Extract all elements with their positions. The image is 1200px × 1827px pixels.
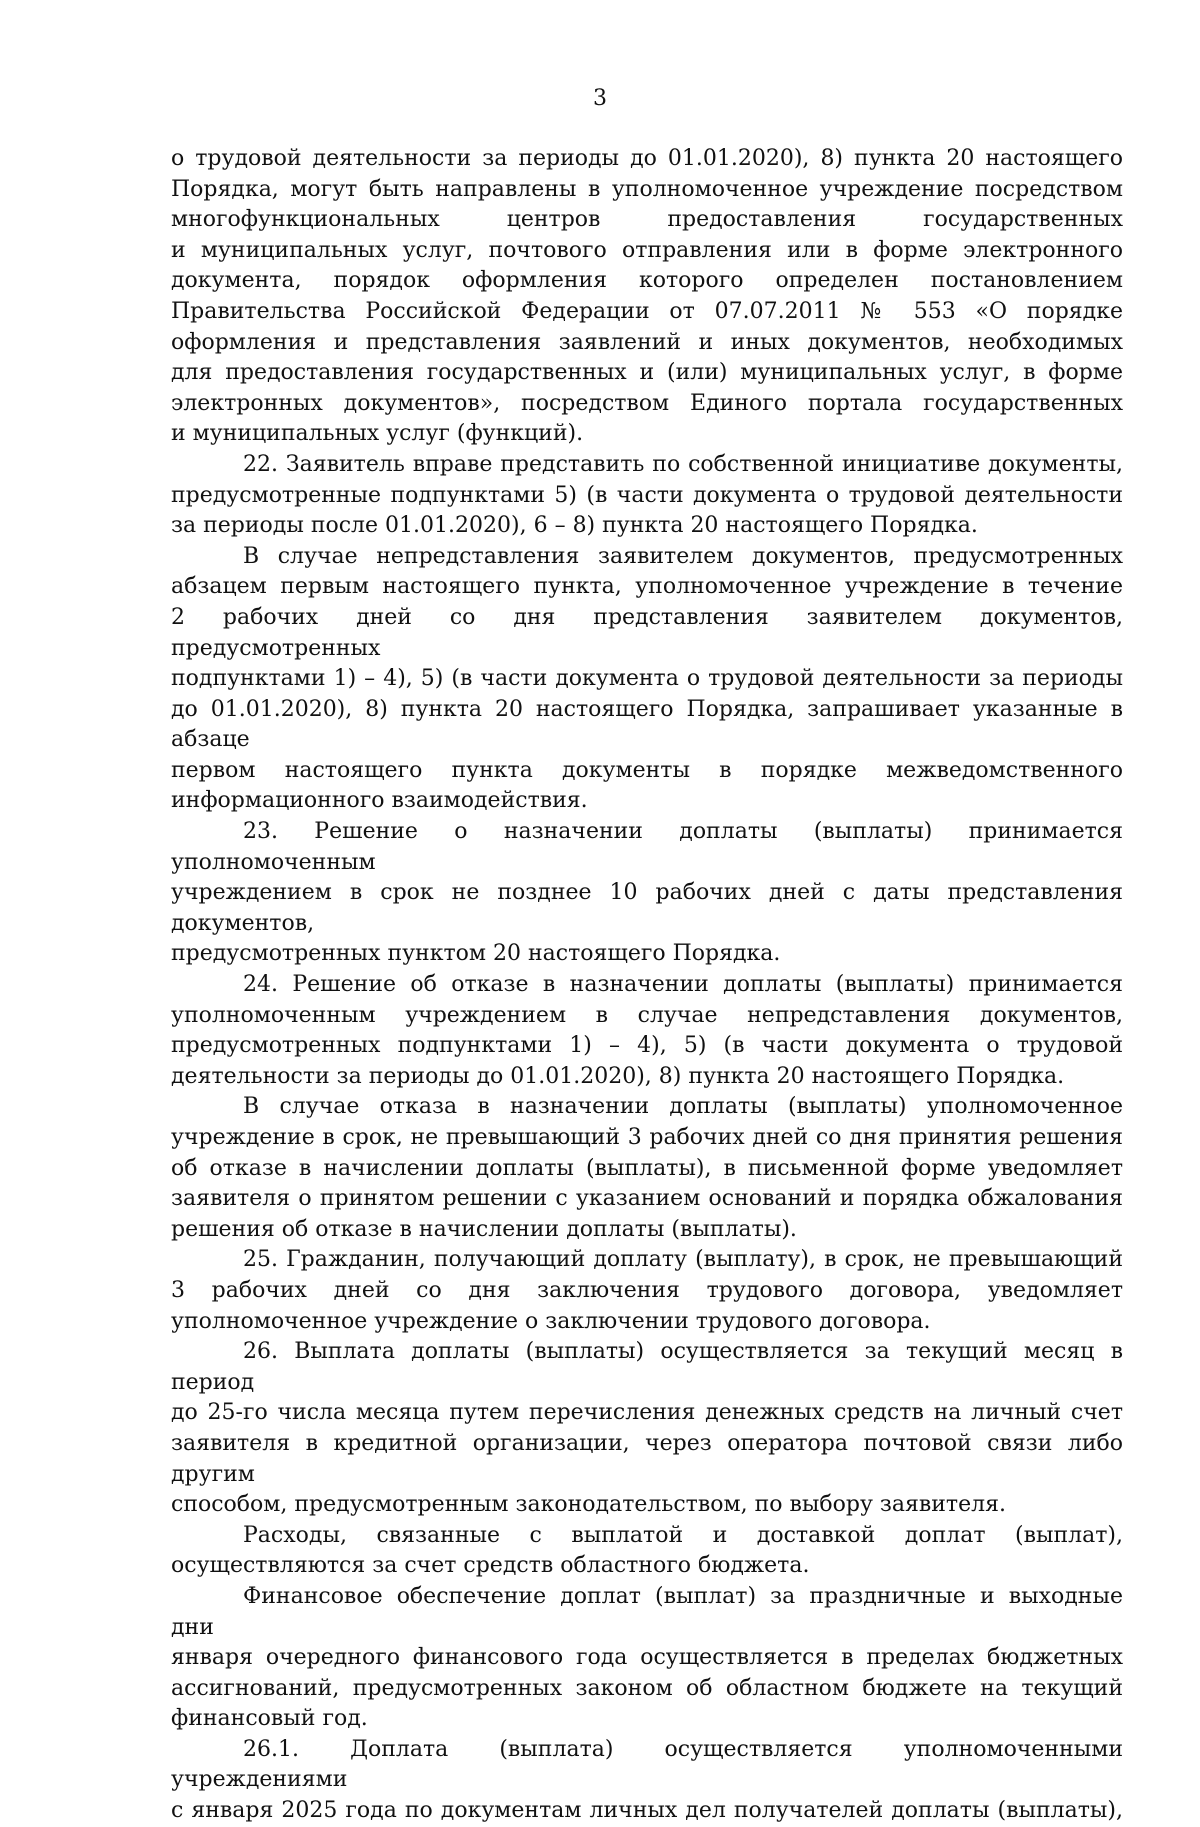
- text-line: решения об отказе в начислении доплаты (выплаты).: [171, 1216, 797, 1242]
- text-line: Расходы, связанные с выплатой и доставкой доплат (выплат),: [243, 1522, 1123, 1548]
- text-line: документа, порядок оформления которого определен постановлением: [171, 268, 1123, 294]
- text-line: финансовый год.: [171, 1706, 368, 1732]
- text-line: оформления и представления заявлений и иных документов, необходимых: [171, 329, 1123, 355]
- text-line: предусмотренных пунктом 20 настоящего Порядка.: [171, 941, 781, 967]
- paragraph-p-25: [171, 1245, 1123, 1337]
- text-line: деятельности за периоды до 01.01.2020), 8) пункта 20 настоящего Порядка.: [171, 1063, 1065, 1089]
- text-line: подпунктами 1) – 4), 5) (в части документа о трудовой деятельности за периоды: [171, 666, 1123, 692]
- text-line: предусмотренных подпунктами 1) – 4), 5) (в части документа о трудовой: [171, 1033, 1123, 1059]
- paragraph-p-24: [171, 970, 1123, 1092]
- text-line: учреждением в срок не позднее 10 рабочих дней с даты представления документов,: [171, 880, 1123, 936]
- text-line: за периоды после 01.01.2020), 6 – 8) пункта 20 настоящего Порядка.: [171, 513, 978, 539]
- text-line: января очередного финансового года осуществляется в пределах бюджетных: [171, 1645, 1123, 1671]
- text-line: Правительства Российской Федерации от 07.07.2011 № 553 «О порядке: [171, 298, 1123, 324]
- text-line: ассигнований, предусмотренных законом об областном бюджете на текущий: [171, 1675, 1123, 1701]
- text-line: электронных документов», посредством Единого портала государственных: [171, 390, 1123, 416]
- text-line: 22. Заявитель вправе представить по собственной инициативе документы,: [243, 451, 1123, 477]
- paragraph-p-24-2: [171, 1092, 1123, 1245]
- paragraph-p-26: [171, 1337, 1123, 1521]
- text-line: 26. Выплата доплаты (выплаты) осуществляется за текущий месяц в период: [171, 1339, 1123, 1395]
- text-line: многофункциональных центров предоставления государственных: [171, 207, 1123, 233]
- page-number: 3: [593, 86, 607, 111]
- text-line: предусмотренные подпунктами 5) (в части документа о трудовой деятельности: [171, 482, 1123, 508]
- text-line: для предоставления государственных и (или) муниципальных услуг, в форме: [171, 360, 1123, 386]
- text-line: о трудовой деятельности за периоды до 01.01.2020), 8) пункта 20 настоящего: [171, 146, 1123, 171]
- text-line: и муниципальных услуг, почтового отправления или в форме электронного: [171, 237, 1123, 263]
- text-line: В случае отказа в назначении доплаты (выплаты) уполномоченное: [243, 1094, 1123, 1120]
- text-line: Порядка, могут быть направлены в уполномоченное учреждение посредством: [171, 176, 1123, 202]
- text-line: абзацем первым настоящего пункта, уполномоченное учреждение в течение: [171, 574, 1123, 600]
- text-line: об отказе в начислении доплаты (выплаты), в письменной форме уведомляет: [171, 1155, 1123, 1181]
- text-line: 25. Гражданин, получающий доплату (выплату), в срок, не превышающий: [243, 1247, 1123, 1273]
- text-line: 23. Решение о назначении доплаты (выплаты) принимается уполномоченным: [171, 819, 1123, 875]
- text-line: Финансовое обеспечение доплат (выплат) за праздничные и выходные дни: [171, 1583, 1123, 1640]
- text-line: до 25-го числа месяца путем перечисления денежных средств на личный счет: [171, 1400, 1123, 1426]
- text-line: заявителя о принятом решении с указанием оснований и порядка обжалования: [171, 1186, 1123, 1212]
- text-line: способом, предусмотренным законодательством, по выбору заявителя.: [171, 1492, 1006, 1518]
- text-line: и муниципальных услуг (функций).: [171, 421, 584, 447]
- paragraph-p-22: [171, 450, 1123, 542]
- text-line: информационного взаимодействия.: [171, 788, 588, 814]
- paragraph-p-23: [171, 817, 1123, 970]
- text-line: 26.1. Доплата (выплата) осуществляется уполномоченными учреждениями: [171, 1736, 1123, 1793]
- text-line: с января 2025 года по документам личных дел получателей доплаты (выплаты),: [171, 1798, 1123, 1824]
- text-line: 2 рабочих дней со дня представления заявителем документов, предусмотренных: [171, 604, 1123, 661]
- paragraph-p-cont: [171, 144, 1123, 450]
- text-line: уполномоченным учреждением в случае непредставления документов,: [171, 1002, 1123, 1028]
- text-line: осуществляются за счет средств областного бюджета.: [171, 1553, 810, 1579]
- text-line: 3 рабочих дней со дня заключения трудового договора, уведомляет: [171, 1277, 1123, 1303]
- document-body: [171, 144, 1123, 1827]
- text-line: В случае непредставления заявителем документов, предусмотренных: [243, 543, 1123, 569]
- text-line: 24. Решение об отказе в назначении доплаты (выплаты) принимается: [243, 972, 1123, 998]
- text-line: заявителя в кредитной организации, через оператора почтовой связи либо другим: [171, 1430, 1123, 1487]
- text-line: первом настоящего пункта документы в порядке межведомственного: [171, 757, 1123, 783]
- paragraph-p-26-3: [171, 1582, 1123, 1735]
- text-line: учреждение в срок, не превышающий 3 рабочих дней со дня принятия решения: [171, 1125, 1123, 1150]
- text-line: уполномоченное учреждение о заключении трудового договора.: [171, 1308, 931, 1334]
- text-line: до 01.01.2020), 8) пункта 20 настоящего Порядка, запрашивает указанные в абзаце: [171, 696, 1123, 753]
- paragraph-p-22-2: [171, 542, 1123, 817]
- paragraph-p-26-2: [171, 1521, 1123, 1582]
- paragraph-p-26-1: [171, 1735, 1123, 1827]
